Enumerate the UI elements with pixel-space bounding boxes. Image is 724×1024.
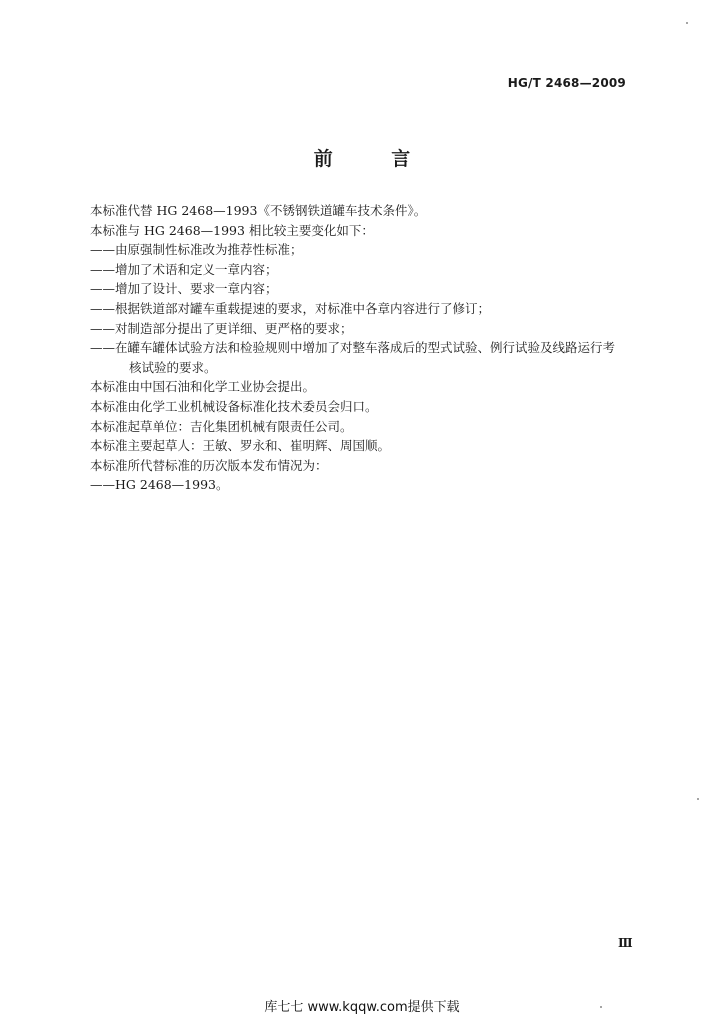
list-item: ——HG 2468—1993。 [90, 477, 229, 493]
page-number: Ⅲ [618, 936, 632, 950]
scan-speck [697, 798, 699, 800]
paragraph-line: 本标准由中国石油和化学工业协会提出。 [90, 379, 316, 395]
list-item-continuation: 核试验的要求。 [129, 359, 217, 375]
paragraph-line: 本标准由化学工业机械设备标准化技术委员会归口。 [90, 398, 378, 414]
scan-speck [600, 1006, 602, 1008]
paragraph-line: 本标准与 HG 2468—1993 相比较主要变化如下： [90, 222, 374, 238]
scan-speck [686, 22, 688, 24]
paragraph-line: 本标准主要起草人：王敏、罗永和、崔明辉、周国顺。 [90, 438, 391, 454]
paragraph-line: 本标准所代替标准的历次版本发布情况为： [90, 457, 328, 473]
list-item: ——由原强制性标准改为推荐性标准； [90, 242, 303, 258]
standard-code: HG/T 2468—2009 [507, 76, 626, 90]
list-item: ——增加了术语和定义一章内容； [90, 261, 278, 277]
foreword-body [90, 201, 635, 495]
list-item: ——对制造部分提出了更详细、更严格的要求； [90, 320, 353, 336]
list-item: ——增加了设计、要求一章内容； [90, 281, 278, 297]
paragraph-line: 本标准代替 HG 2468—1993《不锈钢铁道罐车技术条件》。 [90, 203, 427, 218]
list-item: ——在罐车罐体试验方法和检验规则中增加了对整车落成后的型式试验、例行试验及线路运行考 [90, 340, 616, 356]
download-watermark: 库七七 www.kqqw.com提供下载 [264, 1000, 460, 1015]
paragraph-line: 本标准起草单位：吉化集团机械有限责任公司。 [90, 418, 353, 434]
list-item: ——根据铁道部对罐车重载提速的要求，对标准中各章内容进行了修订； [90, 300, 491, 316]
page-title: 前 言 [313, 148, 437, 170]
